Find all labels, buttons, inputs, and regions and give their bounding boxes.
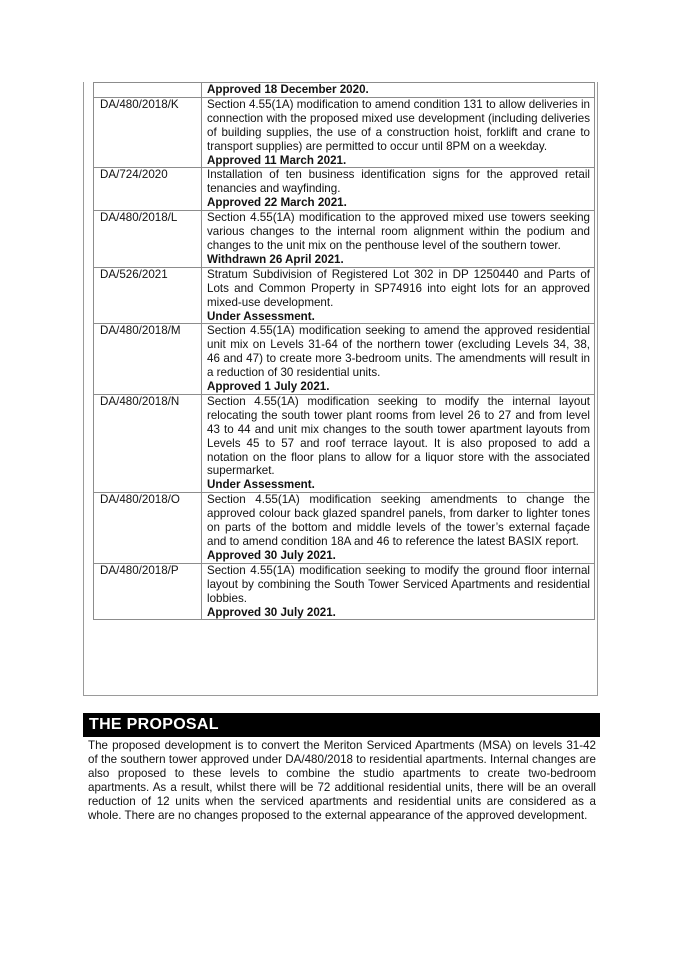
application-status: Approved 30 July 2021.: [207, 548, 336, 562]
application-description: Section 4.55(1A) modification seeking amendments to change the approved colour back glazed spandrel panels, from darker to lighter tones on parts of the bottom and middle levels of the tower’s external façade and to amend condition 18A and 46 to reference the latest BASIX report.: [207, 493, 590, 548]
application-description: Section 4.55(1A) modification seeking to modify the ground floor internal layout by combining the South Tower Serviced Apartments and residential lobbies.: [207, 563, 590, 605]
table-row: [94, 394, 595, 492]
application-reference: DA/526/2021: [94, 267, 202, 324]
table-row: [94, 83, 595, 98]
application-description: Stratum Subdivision of Registered Lot 302 in DP 1250440 and Parts of Lots and Common Property in SP74916 into eight lots for an approved mixed-use development.: [207, 267, 590, 309]
application-description-cell: [202, 394, 595, 492]
application-description-cell: [202, 97, 595, 168]
application-status: Approved 11 March 2021.: [207, 153, 347, 167]
application-status: Approved 1 July 2021.: [207, 380, 330, 394]
application-reference: DA/480/2018/N: [94, 394, 202, 492]
application-status: Approved 30 July 2021.: [207, 605, 336, 619]
table-row: [94, 563, 595, 620]
application-description-cell: [202, 267, 595, 324]
application-status: Approved 22 March 2021.: [207, 196, 347, 210]
application-reference: DA/480/2018/L: [94, 211, 202, 268]
application-description-cell: [202, 563, 595, 620]
proposal-paragraph: The proposed development is to convert the Meriton Serviced Apartments (MSA) on levels 31-42 of the southern tower approved under DA/480/2018 to residential apartments. Internal changes are also proposed to these levels to combine the studio apartments to create two-bedroom apartments. As a result, whilst there will be 72 additional residential units, there will be an overall reduction of 12 units when the serviced apartments and residential units are considered as a whole. There are no changes proposed to the external appearance of the approved development.: [88, 739, 596, 822]
application-description: Installation of ten business identification signs for the approved retail tenancies and wayfinding.: [207, 168, 590, 196]
application-status: Under Assessment.: [207, 309, 315, 323]
development-history-table: [93, 82, 595, 620]
application-reference: DA/480/2018/K: [94, 97, 202, 168]
table-row: [94, 211, 595, 268]
application-description: Section 4.55(1A) modification to the approved mixed use towers seeking various changes to the internal room alignment within the podium and changes to the unit mix on the penthouse level of the southern tower.: [207, 211, 590, 252]
application-description: Section 4.55(1A) modification seeking to amend the approved residential unit mix on Levels 31-64 of the northern tower (excluding Levels 34, 38, 46 and 47) to create more 3-bedroom units. The amendments will result in a reduction of 30 residential units.: [207, 324, 590, 380]
application-reference: [94, 83, 202, 98]
application-reference: DA/480/2018/M: [94, 324, 202, 395]
application-description-cell: [202, 211, 595, 268]
application-status: Withdrawn 26 April 2021.: [207, 252, 344, 266]
application-description-cell: [202, 168, 595, 211]
application-reference: DA/724/2020: [94, 168, 202, 211]
table-row: [94, 168, 595, 211]
application-reference: DA/480/2018/O: [94, 493, 202, 564]
application-description: Section 4.55(1A) modification to amend condition 131 to allow deliveries in connection with the proposed mixed use development (including deliveries of building supplies, the use of a construction hoist, forklift and crane to transport supplies) are permitted to occur until 8PM on a weekday.: [207, 97, 590, 153]
application-reference: DA/480/2018/P: [94, 563, 202, 620]
application-status: Approved 18 December 2020.: [207, 83, 369, 96]
table-row: [94, 267, 595, 324]
table-row: [94, 97, 595, 168]
application-status: Under Assessment.: [207, 478, 315, 492]
application-description-cell: [202, 324, 595, 395]
application-description-cell: [202, 493, 595, 564]
application-description-cell: [202, 83, 595, 98]
table-row: [94, 493, 595, 564]
application-description: Section 4.55(1A) modification seeking to modify the internal layout relocating the south tower plant rooms from level 26 to 27 and from level 43 to 44 and unit mix changes to the south tower apartment layouts from Levels 45 to 57 and roof terrace layout. It is also proposed to add a notation on the floor plans to allow for a liquor store with the associated supermarket.: [207, 394, 590, 478]
section-heading-proposal: THE PROPOSAL: [83, 713, 600, 737]
table-row: [94, 324, 595, 395]
